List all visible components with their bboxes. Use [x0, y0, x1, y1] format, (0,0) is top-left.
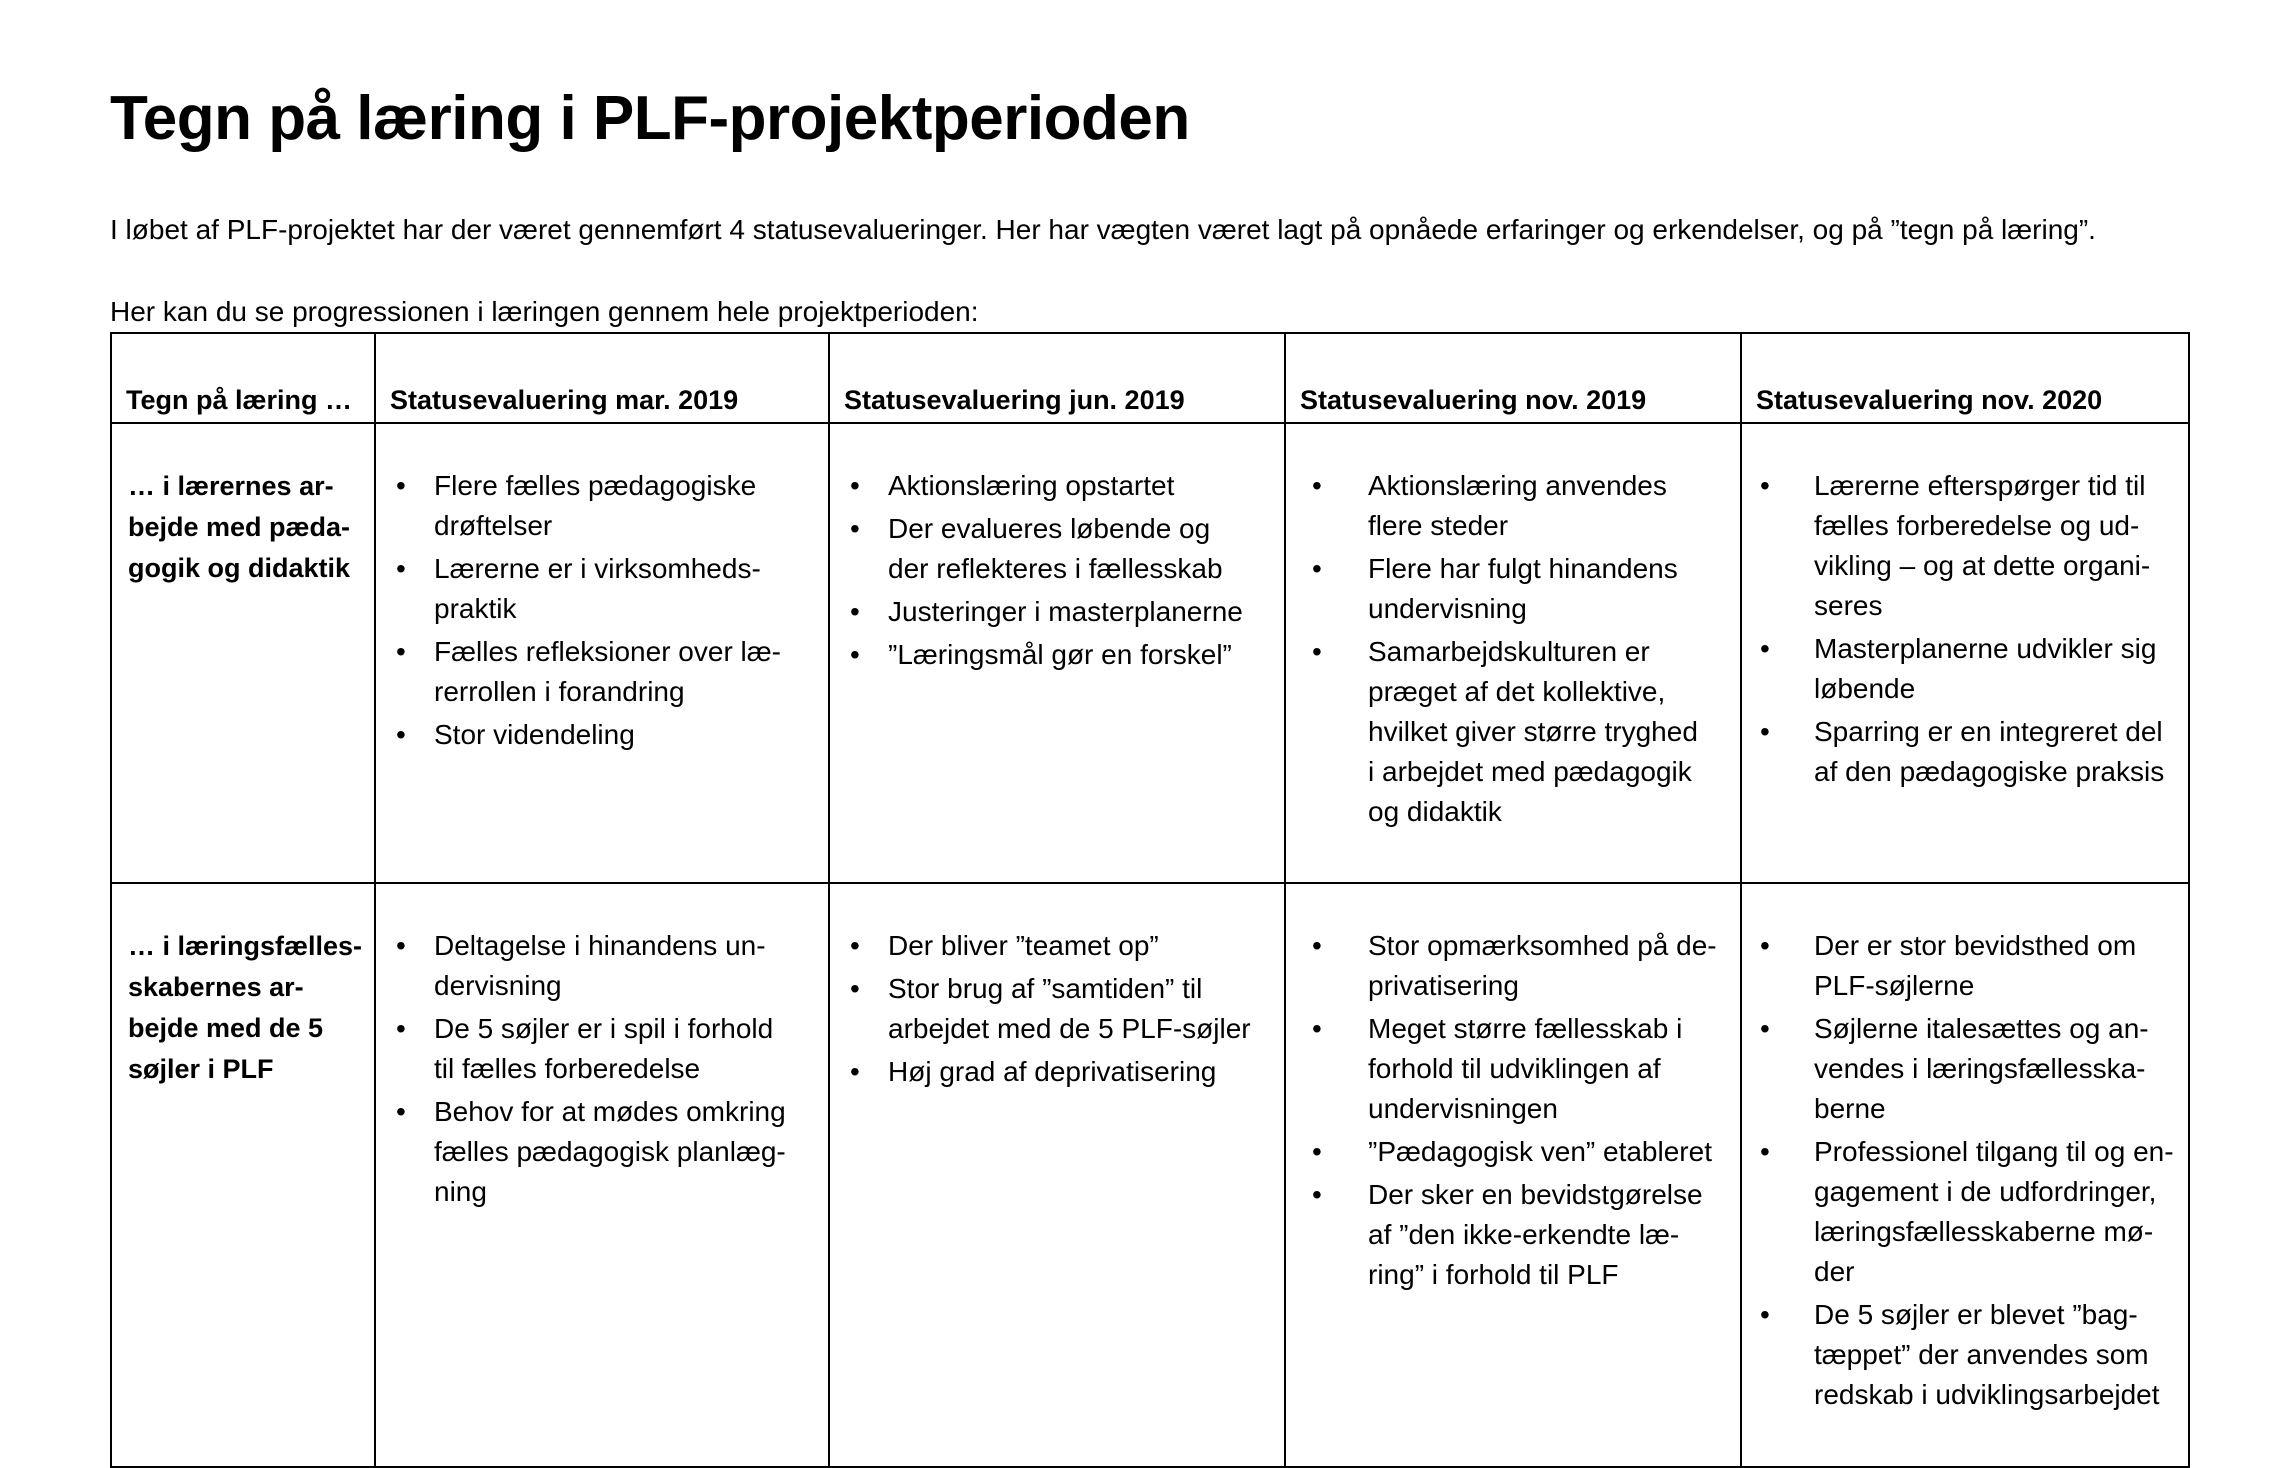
list-item: [830, 635, 1278, 675]
list-item-line: • Meget større fællesskab i: [1368, 1013, 1683, 1044]
list-item-line: • Stor brug af ”samtiden” til: [888, 973, 1203, 1004]
row-label-cell: [111, 883, 375, 1467]
list-item-line: • Lærerne efterspørger tid til: [1814, 470, 2146, 501]
list-item-line: af ”den ikke-erkendte læ-: [1368, 1219, 1680, 1250]
bullet-list: [376, 884, 828, 1212]
list-item-line: der: [1814, 1256, 1855, 1287]
bullet-list: [1286, 424, 1740, 832]
list-item-line: redskab i udviklingsarbejdet: [1814, 1379, 2160, 1410]
list-item: [376, 1009, 822, 1089]
list-item: [830, 509, 1278, 589]
list-item-line: af den pædagogiske praksis: [1814, 756, 2165, 787]
list-item: [376, 549, 822, 629]
row-label-line: bejde med pæda-: [128, 512, 351, 542]
list-item-line: seres: [1814, 590, 1883, 621]
list-item-line: • De 5 søjler er blevet ”bag-: [1814, 1299, 2138, 1330]
list-item-line: • Aktionslæring anvendes: [1368, 470, 1667, 501]
row-label-line: bejde med de 5: [128, 1013, 324, 1043]
list-item: [376, 1092, 822, 1212]
row-label-line: gogik og didaktik: [128, 553, 351, 583]
list-item: [830, 969, 1278, 1049]
list-item-line: • Sparring er en integreret del: [1814, 716, 2163, 747]
list-item-line: i arbejdet med pædagogik: [1368, 756, 1692, 787]
bullet-list: [1742, 884, 2188, 1415]
header-cell-mar-2019: Statusevaluering mar. 2019: [375, 333, 829, 423]
row-label-line: søjler i PLF: [128, 1054, 274, 1084]
list-item-line: forhold til udviklingen af: [1368, 1053, 1661, 1084]
list-item: [830, 1052, 1278, 1092]
list-item-line: • Aktionslæring opstartet: [888, 470, 1175, 501]
bullet-list: [1742, 424, 2188, 792]
list-item-line: gagement i de udfordringer,: [1814, 1176, 2157, 1207]
list-item-line: undervisning: [1368, 593, 1527, 624]
list-item-line: praktik: [434, 593, 517, 624]
table-header-row: [111, 333, 2189, 423]
evaluation-cell: [1285, 423, 1741, 883]
list-item: [376, 715, 822, 755]
list-item: [1286, 1132, 1734, 1172]
list-item-line: • Masterplanerne udvikler sig: [1814, 633, 2157, 664]
list-item-line: • Fælles refleksioner over læ-: [434, 636, 781, 667]
list-item-line: • Behov for at mødes omkring: [434, 1096, 786, 1127]
bullet-list: [1286, 884, 1740, 1295]
list-item-line: • Der bliver ”teamet op”: [888, 930, 1159, 961]
list-item-line: tæppet” der anvendes som: [1814, 1339, 2149, 1370]
list-item-line: undervisningen: [1368, 1093, 1558, 1124]
header-cell-nov-2020: Statusevaluering nov. 2020: [1741, 333, 2189, 423]
list-item-line: berne: [1814, 1093, 1886, 1124]
evaluation-cell: [829, 883, 1285, 1467]
list-item-line: • Stor videndeling: [434, 719, 635, 750]
list-item-line: • Søjlerne italesættes og an-: [1814, 1013, 2149, 1044]
list-item: [376, 466, 822, 546]
list-item: [1742, 1132, 2182, 1292]
header-cell-jun-2019: Statusevaluering jun. 2019: [829, 333, 1285, 423]
evaluation-cell: [829, 423, 1285, 883]
bullet-list: [830, 424, 1284, 675]
list-item-line: • Deltagelse i hinandens un-: [434, 930, 766, 961]
list-item: [1286, 549, 1734, 629]
evaluation-cell: [375, 423, 829, 883]
header-cell-learning-signs: Tegn på læring …: [111, 333, 375, 423]
list-item-line: • Professionel tilgang til og en-: [1814, 1136, 2174, 1167]
list-item: [376, 926, 822, 1006]
list-item-line: vendes i læringsfællesska-: [1814, 1053, 2146, 1084]
list-item-line: læringsfællesskaberne mø-: [1814, 1216, 2154, 1247]
list-item-line: • Der er stor bevidsthed om: [1814, 930, 2137, 961]
list-item-line: privatisering: [1368, 970, 1519, 1001]
list-item-line: • Stor opmærksomhed på de-: [1368, 930, 1717, 961]
bullet-list: [830, 884, 1284, 1092]
list-item: [1286, 1175, 1734, 1295]
evaluation-cell: [375, 883, 829, 1467]
row-label-line: skabernes ar-: [128, 972, 304, 1002]
row-label-line: … i lærernes ar-: [128, 471, 334, 501]
list-item: [830, 592, 1278, 632]
list-item: [1742, 1009, 2182, 1129]
header-cell-nov-2019: Statusevaluering nov. 2019: [1285, 333, 1741, 423]
list-item-line: • Der sker en bevidstgørelse: [1368, 1179, 1703, 1210]
table-row: [111, 423, 2189, 883]
table-lead-text: Her kan du se progressionen i læringen gennem hele projektperioden:: [110, 296, 979, 327]
list-item: [1286, 632, 1734, 832]
list-item: [830, 466, 1278, 506]
list-item-line: • Flere fælles pædagogiske: [434, 470, 757, 501]
list-item: [1286, 466, 1734, 546]
list-item-line: til fælles forberedelse: [434, 1053, 701, 1084]
list-item: [830, 926, 1278, 966]
list-item: [1742, 926, 2182, 1006]
list-item: [1742, 629, 2182, 709]
table-row: [111, 883, 2189, 1467]
list-item-line: drøftelser: [434, 510, 553, 541]
list-item-line: • ”Læringsmål gør en forskel”: [888, 639, 1232, 670]
list-item-line: • Samarbejdskulturen er: [1368, 636, 1650, 667]
list-item-line: fælles forberedelse og ud-: [1814, 510, 2140, 541]
row-label-line: … i læringsfælles-: [128, 931, 363, 961]
list-item-line: dervisning: [434, 970, 562, 1001]
list-item-line: PLF-søjlerne: [1814, 970, 1975, 1001]
page-title: Tegn på læring i PLF-projektperioden: [110, 84, 1190, 153]
row-label-cell: [111, 423, 375, 883]
progression-table: [110, 332, 2190, 1468]
list-item-line: • Lærerne er i virksomheds-: [434, 553, 761, 584]
list-item-line: og didaktik: [1368, 796, 1502, 827]
intro-paragraph: I løbet af PLF-projektet har der været gennemført 4 statusevalueringer. Her har vægten været lagt på opnåede erfaringer og erkendelser, og på ”tegn på læring”.: [110, 214, 2096, 245]
list-item: [1286, 1009, 1734, 1129]
list-item-line: • Justeringer i masterplanerne: [888, 596, 1243, 627]
list-item-line: fælles pædagogisk planlæg-: [434, 1136, 786, 1167]
bullet-list: [376, 424, 828, 755]
list-item-line: ning: [434, 1176, 487, 1207]
list-item-line: • Der evalueres løbende og: [888, 513, 1211, 544]
evaluation-cell: [1285, 883, 1741, 1467]
list-item-line: præget af det kollektive,: [1368, 676, 1666, 707]
list-item-line: • Flere har fulgt hinandens: [1368, 553, 1678, 584]
list-item: [1742, 466, 2182, 626]
list-item: [1286, 926, 1734, 1006]
list-item-line: hvilket giver større tryghed: [1368, 716, 1698, 747]
list-item-line: • Høj grad af deprivatisering: [888, 1056, 1217, 1087]
list-item-line: • De 5 søjler er i spil i forhold: [434, 1013, 774, 1044]
list-item-line: arbejdet med de 5 PLF-søjler: [888, 1013, 1251, 1044]
list-item-line: løbende: [1814, 673, 1916, 704]
evaluation-cell: [1741, 883, 2189, 1467]
evaluation-cell: [1741, 423, 2189, 883]
list-item: [1742, 1295, 2182, 1415]
list-item-line: vikling – og at dette organi-: [1814, 550, 2151, 581]
list-item-line: der reflekteres i fællesskab: [888, 553, 1223, 584]
list-item-line: rerrollen i forandring: [434, 676, 685, 707]
list-item-line: ring” i forhold til PLF: [1368, 1259, 1619, 1290]
list-item-line: • ”Pædagogisk ven” etableret: [1368, 1136, 1712, 1167]
list-item: [376, 632, 822, 712]
list-item: [1742, 712, 2182, 792]
list-item-line: flere steder: [1368, 510, 1509, 541]
